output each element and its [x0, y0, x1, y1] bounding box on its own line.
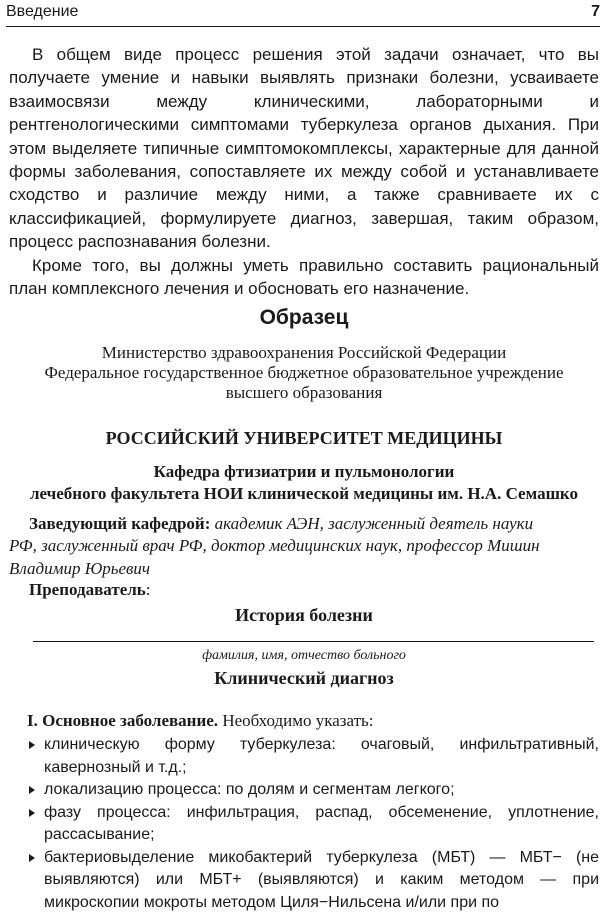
sample-title: Образец [259, 306, 349, 329]
ministry-line-1: Министерство здравоохранения Российской Федерации [101, 343, 507, 362]
list-item: фазу процесса: инфильтрация, распад, обсеменение, уплотнение, рассасывание; [29, 802, 599, 847]
triangle-bullet-icon [29, 741, 35, 749]
main-disease [27, 711, 374, 731]
diagnosis-items [29, 734, 599, 914]
intro-paragraph-2: Кроме того, вы должны уметь правильно составить рациональный план комплексного лечения и обосновать его назначение. [9, 255, 599, 299]
head-label: Заведующий кафедрой [29, 514, 205, 533]
head-value-1: академик АЭН, заслуженный деятель науки [214, 514, 534, 533]
history-title: История болезни [235, 605, 373, 625]
main-disease-label: I. Основное заболевание. [27, 711, 219, 730]
department-block [0, 461, 608, 505]
diagnosis-title: Клинический диагноз [214, 668, 394, 688]
ministry-line-3: высшего образования [225, 383, 383, 402]
section-title: Введение [6, 3, 79, 20]
patient-caption: фамилия, имя, отчество больного [202, 648, 406, 663]
list-item: клиническую форму туберкулеза: очаговый, инфильтративный, кавернозный и т.д.; [29, 734, 599, 779]
ministry-line-2: Федеральное государственное бюджетное образовательное учреждение [44, 363, 564, 382]
department-line-1: Кафедра фтизиатрии и пульмонологии [153, 462, 455, 481]
triangle-bullet-icon [29, 786, 35, 794]
department-line-2: лечебного факультета НОИ клинической медицины им. Н.А. Семашко [30, 484, 578, 503]
head-value-2: РФ, заслуженный врач РФ, доктор медицинских наук, профессор Мишин [9, 536, 540, 555]
triangle-bullet-icon [29, 854, 35, 862]
department-head: Заведующий кафедрой: академик АЭН, заслуженный деятель науки [29, 514, 534, 533]
intro-text [9, 43, 599, 300]
teacher-label: Преподаватель [29, 580, 146, 599]
intro-paragraph-1: В общем виде процесс решения этой задачи означает, что вы получаете умение и навыки выявлять признаки болезни, усваиваете взаимосвязи между клиническими, лабораторными и рентгенологическими симптомами туберкулеза органов дыхания. При этом выделяете типичные симптомокомплексы, характерные для данной формы заболевания, сопоставляете их между собой и устанавливаете сходство и различие между ними, а также сравниваете их с классификацией, формулируете диагноз, завершая, таким образом, процесс распознавания болезни. [9, 45, 599, 252]
department-head-cont [9, 535, 599, 580]
head-value-3: Владимир Юрьевич [9, 558, 151, 578]
university-name: РОССИЙСКИЙ УНИВЕРСИТЕТ МЕДИЦИНЫ [105, 428, 503, 448]
ministry-block [0, 343, 608, 403]
triangle-bullet-icon [29, 809, 35, 817]
list-item: бактериовыделение микобактерий туберкулеза (МБТ) — МБТ− (не выявляются) или МБТ+ (выявляются) и каким методом — при микроскопии мокроты методом Циля−Нильсена и/или при по [29, 847, 599, 914]
list-item: локализацию процесса: по долям и сегментам легкого; [29, 779, 599, 802]
main-disease-text: Необходимо указать: [222, 711, 374, 730]
teacher-line: Преподаватель: [29, 580, 151, 599]
patient-name-line [33, 641, 594, 642]
page-number: 7 [591, 3, 600, 20]
running-header [6, 0, 600, 27]
